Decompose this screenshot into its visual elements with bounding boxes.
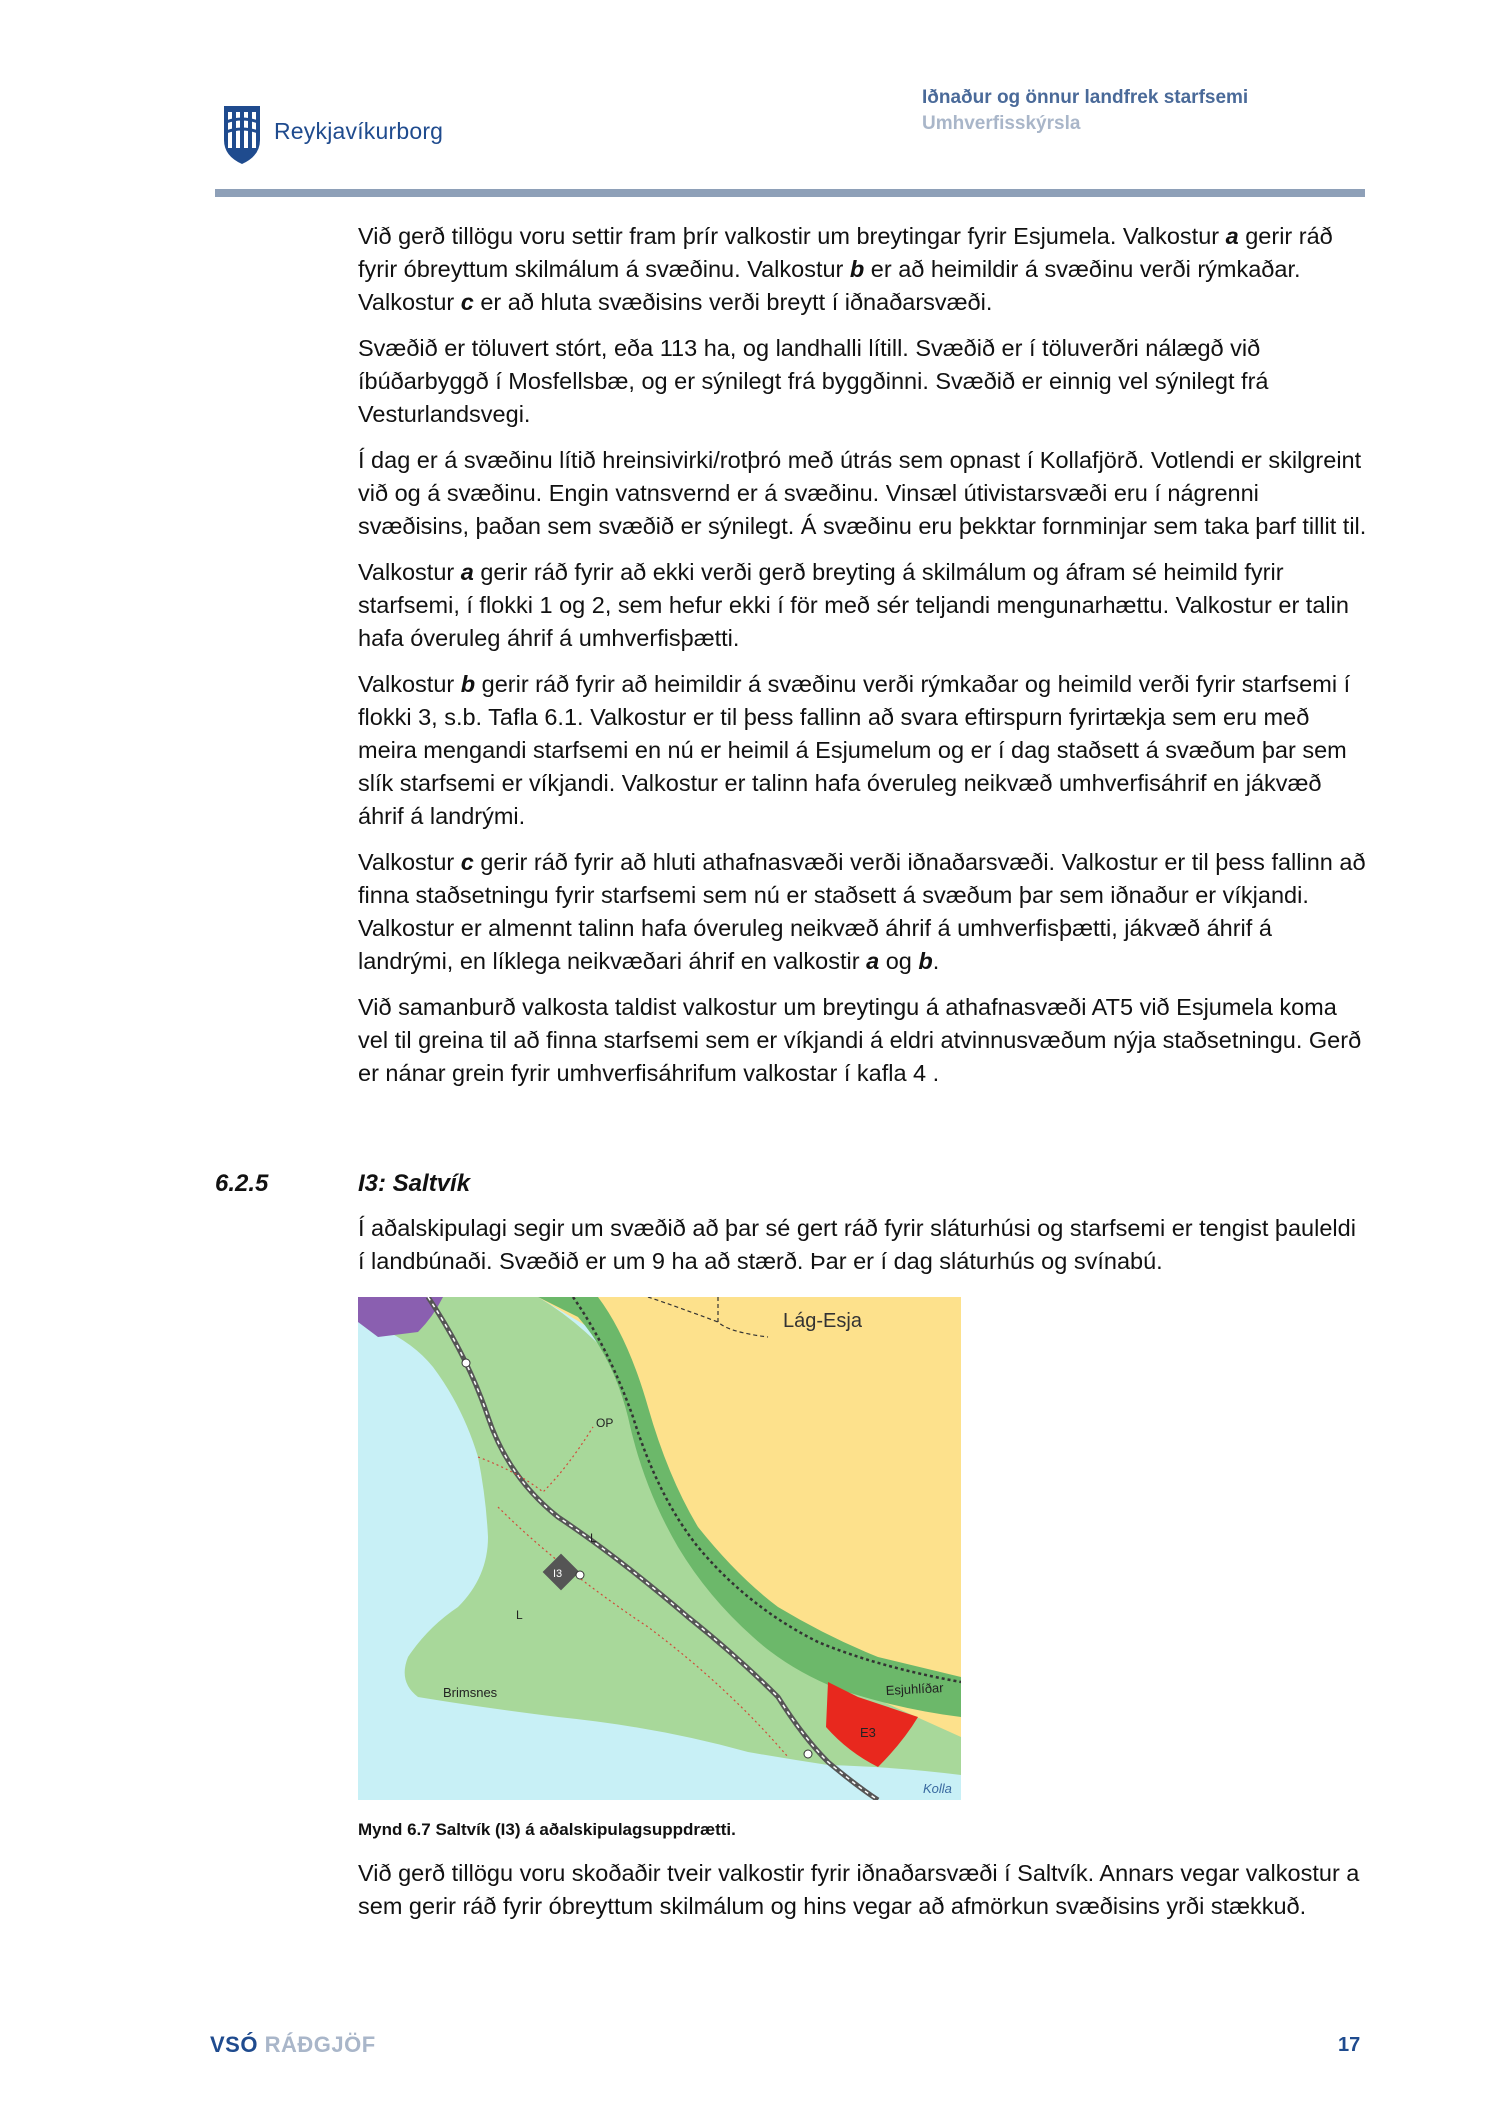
map-label-esjuhlidar: Esjuhlíðar (885, 1679, 944, 1698)
city-shield-icon (222, 104, 262, 166)
footer-brand-primary: VSÓ (210, 2032, 258, 2057)
map-label-l: L (590, 1531, 597, 1545)
document-header (922, 87, 1282, 135)
section-title: I3: Saltvík (358, 1170, 471, 1197)
map-label-i3: I3 (553, 1568, 563, 1580)
footer-brand-secondary: RÁÐGJÖF (264, 2032, 376, 2057)
figure-caption: Mynd 6.7 Saltvík (I3) á aðalskipulagsuppdrætti. (358, 1820, 736, 1839)
org-name: Reykjavíkurborg (274, 118, 444, 144)
section-text (358, 1212, 1368, 1291)
map-label-kolla: Kolla (923, 1781, 952, 1796)
map-label-e3: E3 (860, 1725, 876, 1740)
main-text (358, 220, 1368, 1103)
page-number: 17 (1338, 2034, 1361, 2056)
org-logo (222, 104, 444, 168)
map-label-l: L (516, 1608, 523, 1622)
paragraph: Í dag er á svæðinu lítið hreinsivirki/rotþró með útrás sem opnast í Kollafjörð. Votlendi er skilgreint við og á svæðinu. Engin vatnsvernd er á svæðinu. Vinsæl útivistarsvæði eru í nágrenni svæðisins, þaðan sem svæðið er sýnilegt. Á svæðinu eru þekktar fornminjar sem taka þarf tillit til. (358, 447, 1367, 539)
document-title: Iðnaður og önnur landfrek starfsemi (922, 87, 1249, 108)
closing-text (358, 1857, 1368, 1936)
paragraph: Við samanburð valkosta taldist valkostur um breytingu á athafnasvæði AT5 við Esjumela koma vel til greina til að finna starfsemi sem er víkjandi á eldri atvinnusvæðum nýja staðsetningu. Gerð er nánar grein fyrir umhverfisáhrifum valkostar í kafla 4 . (358, 994, 1362, 1086)
paragraph: Í aðalskipulagi segir um svæðið að þar sé gert ráð fyrir sláturhúsi og starfsemi er tengist þauleldi í landbúnaði. Svæðið er um 9 ha að stærð. Þar er í dag sláturhús og svínabú. (358, 1215, 1356, 1274)
map-label-lag-esja: Lág-Esja (783, 1310, 862, 1332)
paragraph: Við gerð tillögu voru skoðaðir tveir valkostir fyrir iðnaðarsvæði í Saltvík. Annars vegar valkostur a sem gerir ráð fyrir óbreyttum skilmálum og hins vegar að afmörkun svæðisins yrði stækkuð. (358, 1860, 1360, 1919)
header-divider (215, 189, 1365, 197)
section-number: 6.2.5 (215, 1170, 269, 1197)
paragraph: Valkostur a gerir ráð fyrir að ekki verði gerð breyting á skilmálum og áfram sé heimild fyrir starfsemi, í flokki 1 og 2, sem hefur ekki í för með sér teljandi mengunarhættu. Valkostur er talin hafa óveruleg áhrif á umhverfisþætti. (358, 559, 1349, 651)
paragraph: Við gerð tillögu voru settir fram þrír valkostir um breytingar fyrir Esjumela. Valkostur a gerir ráð fyrir óbreyttum skilmálum á svæðinu. Valkostur b er að heimildir á svæðinu verði rýmkaðar. Valkostur c er að hluta svæðisins verði breytt í iðnaðarsvæði. (358, 223, 1333, 315)
paragraph: Svæðið er töluvert stórt, eða 113 ha, og landhalli lítill. Svæðið er í töluverðri nálægð við íbúðarbyggð í Mosfellsbæ, og er sýnilegt frá byggðinni. Svæðið er einnig vel sýnilegt frá Vesturlandsvegi. (358, 335, 1269, 427)
footer-brand (210, 2032, 376, 2058)
document-subtitle: Umhverfisskýrsla (922, 113, 1081, 134)
map-label-brimsnes: Brimsnes (443, 1685, 498, 1700)
land-use-map (358, 1297, 961, 1800)
paragraph: Valkostur c gerir ráð fyrir að hluti athafnasvæði verði iðnaðarsvæði. Valkostur er til þess fallinn að finna staðsetningu fyrir starfsemi sem nú er staðsett á svæðum þar sem iðnaður er víkjandi. Valkostur er almennt talinn hafa óveruleg neikvæð áhrif á umhverfisþætti, jákvæð áhrif á landrými, en líklega neikvæðari áhrif en valkostir a og b. (358, 849, 1366, 974)
section-heading (215, 1170, 1365, 1204)
map-label-op: OP (596, 1416, 614, 1430)
paragraph: Valkostur b gerir ráð fyrir að heimildir á svæðinu verði rýmkaðar og heimild verði fyrir starfsemi í flokki 3, s.b. Tafla 6.1. Valkostur er til þess fallinn að svara eftirspurn fyrirtækja sem eru með meira mengandi starfsemi en nú er heimil á Esjumelum og er í dag staðsett á svæðum þar sem slík starfsemi er víkjandi. Valkostur er talinn hafa óveruleg neikvæð umhverfisáhrif en jákvæð áhrif á landrými. (358, 671, 1351, 829)
